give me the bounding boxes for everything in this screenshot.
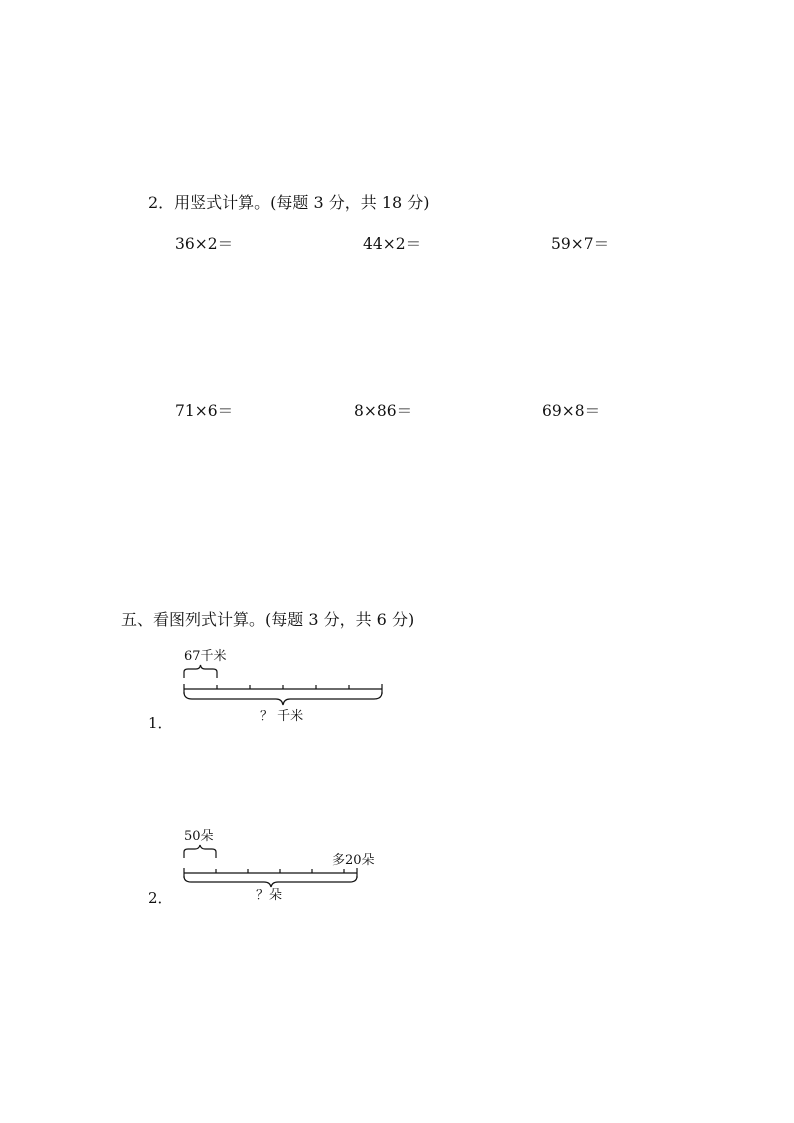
problem-6: 69×8＝ (542, 402, 601, 420)
item-1-top-brace (184, 665, 217, 678)
item-1-top-label: 67千米 (184, 649, 227, 664)
question-2-title: 2．用竖式计算。(每题 3 分，共 18 分) (148, 193, 430, 212)
item-1-number: 1． (148, 714, 173, 732)
item-2-number: 2． (148, 889, 173, 907)
problem-1: 36×2＝ (175, 235, 234, 253)
problem-4: 71×6＝ (175, 402, 234, 420)
item-1-segment-diagram (176, 644, 396, 728)
item-2-bottom-label: ？朵 (256, 888, 283, 903)
item-2-segment-diagram (176, 824, 396, 904)
item-1-bottom-label: ？ 千米 (260, 709, 304, 724)
item-2-top-brace (184, 845, 216, 858)
item-2-extra-label: 多20朵 (332, 853, 375, 868)
problem-2: 44×2＝ (363, 235, 422, 253)
problem-5: 8×86＝ (354, 402, 413, 420)
problem-3: 59×7＝ (551, 235, 610, 253)
item-2-top-label: 50朵 (184, 829, 214, 844)
section-5-title: 五、看图列式计算。(每题 3 分，共 6 分) (121, 610, 415, 629)
item-2-bottom-brace (184, 876, 357, 887)
item-1-bottom-brace (184, 692, 382, 705)
